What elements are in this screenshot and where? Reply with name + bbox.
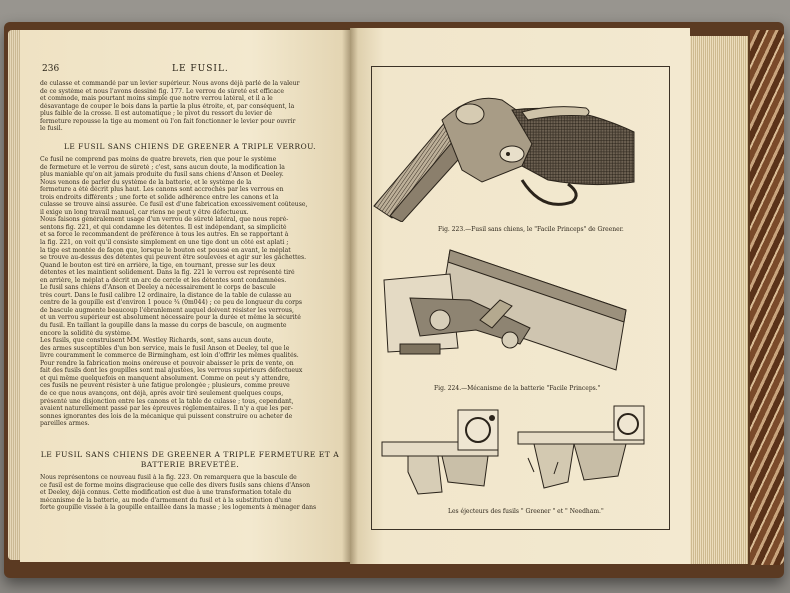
- text-line: et commode, mais pourtant moins simple que notre verrou latéral, et il a le: [40, 95, 273, 103]
- text-line: désavantage de couper le bois dans la partie la plus étroite, et, par conséquent, la: [40, 102, 295, 110]
- body-paragraphs: [40, 156, 336, 428]
- text-line: Nous faisons généralement usage d'un verrou de sûreté latéral, que nous repré-: [40, 216, 289, 224]
- text-line: en arrière, le méplat a décrit un arc de cercle et les détentes sont condamnées.: [40, 276, 287, 284]
- figure-224-caption: Fig. 224.—Mécanisme de la batterie "Facile Princeps.": [434, 385, 601, 392]
- running-title: LE FUSIL.: [172, 64, 229, 74]
- marbled-edge: [750, 30, 784, 565]
- text-line: de bascule augmente beaucoup l'ébranlement auquel doivent résister les verrous,: [40, 306, 294, 314]
- text-line: avaient naturellement passé par les épreuves réglementaires. Il n'y a que les per-: [40, 405, 293, 413]
- text-line: sonnes ignorantes des lois de la mécanique qui puissent construire ou acheter de: [40, 412, 293, 420]
- text-line: détentes et les maintient solidement. Dans la fig. 221 le verrou est représenté tiré: [40, 269, 295, 277]
- figure-223-caption: Fig. 223.—Fusil sans chiens, le "Facile Princeps" de Greener.: [438, 226, 624, 233]
- text-line: la fig. 221, on voit qu'il consiste simplement en une tige dont un côté est aplati ;: [40, 239, 289, 247]
- text-line: et Deeley, déjà connus. Cette modification est due à une transformation totale du: [40, 489, 292, 497]
- text-line: très court. Dans le fusil calibre 12 ordinaire, la distance de la table de culasse au: [40, 291, 292, 299]
- text-line: pareilles armes.: [40, 420, 90, 428]
- text-line: et qui même quelquefois en manquent absolument. Comme on peut s'y attendre,: [40, 374, 290, 382]
- text-line: fermeture a été décrit plus haut. Les canons sont accrochés par les verrous en: [40, 186, 284, 194]
- text-line: et un verrou supérieur est absolument nécessaire pour la durée et même la sécurité: [40, 314, 301, 322]
- text-line: se trouve au-dessus des détentes qui peuvent être soulevées et agir sur les gâchettes.: [40, 254, 307, 262]
- text-line: présenté une disjonction entre les canons et la table de culasse ; tous, cependant,: [40, 397, 294, 405]
- page-number: 236: [42, 64, 60, 74]
- text-line: de ce que nous avançons, ont déjà, après avoir tiré seulement quelques coups,: [40, 389, 284, 397]
- text-line: ce fusil est de forme moins disgracieuse que celle des divers fusils sans chiens d'Anson: [40, 481, 310, 489]
- text-line: la tige est montée de façon que, lorsque le bouton est poussé en avant, le méplat: [40, 246, 291, 254]
- text-line: encore la solidité du système.: [40, 329, 132, 337]
- text-line: Pour rendre la fabrication moins onéreuse et pouvoir abaisser le prix de vente, on: [40, 359, 294, 367]
- section-heading-triple-verrou: LE FUSIL SANS CHIENS DE GREENER A TRIPLE VERROU.: [63, 142, 317, 151]
- text-line: il exige un long travail manuel, car riens ne peut y être défectueux.: [40, 208, 249, 216]
- heading-line-2: BATTERIE BREVETÉE.: [140, 459, 240, 469]
- text-line: forte goupille vissée à la goupille entaillée dans la masse ; les logements à ménager dans: [40, 504, 317, 512]
- right-page-stack: [690, 36, 748, 564]
- text-line: et sa force le recommandent de préférence à tous les autres. En se rapportant à: [40, 231, 289, 239]
- heading-line-1: LE FUSIL SANS CHIENS DE GREENER A TRIPLE FERMETURE ET A: [40, 450, 340, 459]
- text-line: fermeture repousse la tige au moment où l'on fait fonctionner le levier pour ouvrir: [40, 117, 296, 125]
- text-line: Ce fusil ne comprend pas moins de quatre brevets, rien que pour le système: [40, 156, 277, 163]
- text-line: centre de la goupille est d'environ 1 pouce ¾ (0m044) ; ce peu de longueur du corps: [40, 299, 303, 307]
- text-line: de ce système et nous l'avons dessiné fig. 177. Le verrou de sûreté est efficace: [40, 87, 284, 95]
- text-line: culasse se trouve ainsi assurée. Ce fusil est d'une fabrication excessivement coûteuse,: [40, 201, 308, 209]
- text-line: Le fusil sans chiens d'Anson et Deeley a nécessairement le corps de bascule: [40, 284, 276, 292]
- text-line: Nous représentons ce nouveau fusil à la fig. 223. On remarquera que la bascule de: [40, 474, 297, 481]
- ejectors-caption: Les éjecteurs des fusils " Greener " et " Needham.": [448, 508, 604, 515]
- text-line: plus faible de la crosse. Il est automatique ; le pivot du ressort du levier de: [40, 110, 273, 118]
- text-line: des armes susceptibles d'un bon service, mais le fusil Anson et Deeley, tel que le: [40, 344, 290, 352]
- text-line: trois endroits différents ; une forte et solide adhérence entre les canons et la: [40, 193, 279, 201]
- figure-224-mechanism-drawing: [380, 240, 630, 380]
- text-line: le fusil.: [40, 125, 63, 133]
- text-line: sentons fig. 221, et qui condamne les détentes. Il est indépendant, sa simplicité: [40, 223, 287, 231]
- text-line: mécanisme de la batterie, au mode d'armement du fusil et à la substitution d'une: [40, 496, 292, 504]
- closing-paragraph: [40, 474, 336, 512]
- text-line: de culasse et commandé par un levier supérieur. Nous avons déjà parlé de la valeur: [40, 80, 300, 87]
- text-line: de fermeture et le verrou de sûreté ; c'est, sans aucun doute, la modification la: [40, 163, 285, 171]
- text-line: plus maniable qu'on ait jamais produite du fusil sans chiens d'Anson et Deeley.: [40, 171, 284, 179]
- intro-paragraph: [40, 80, 336, 133]
- ejector-figure-needham: [514, 402, 664, 502]
- text-line: ces fusils ne peuvent résister à une fatigue prolongée ; plusieurs, comme preuve: [40, 382, 290, 390]
- figure-223-gun-engraving: [372, 84, 642, 222]
- section-heading-triple-fermeture: [40, 450, 340, 469]
- text-line: livre couramment le commerce de Birmingham, est loin d'offrir les mêmes qualités.: [40, 352, 299, 360]
- text-line: du fusil. En taillant la goupille dans la masse du corps de bascule, on augmente: [40, 322, 287, 330]
- text-line: fait des fusils dont les goupilles sont mal ajustées, les verrous supérieurs défectueux: [40, 367, 303, 375]
- text-line: Quand le bouton est tiré en arrière, la tige, en tournant, presse sur les deux: [40, 261, 276, 269]
- ejector-figure-greener: [378, 402, 518, 502]
- text-line: Nous venons de parler du système de la batterie, et le système de la: [40, 178, 252, 186]
- book-gutter: [342, 28, 358, 564]
- text-line: Les fusils, que construisent MM. Westley Richards, sont, sans aucun doute,: [40, 337, 274, 345]
